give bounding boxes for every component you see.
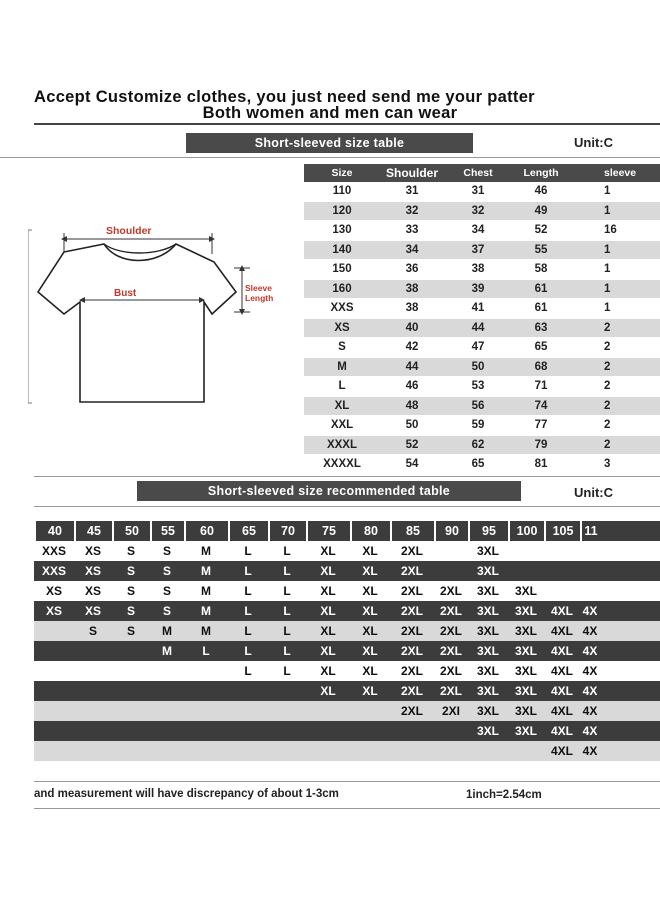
size-table-cell: 2: [604, 321, 611, 334]
size-table-cell: 1: [604, 263, 611, 276]
divider: [34, 506, 660, 507]
recommend-table-cell: S: [88, 624, 97, 638]
recommend-table-cell: 2XL: [400, 644, 423, 658]
size-table-cell: 31: [471, 185, 485, 198]
size-table-cell: 2: [604, 419, 611, 432]
size-table-title: Short-sleeved size table: [186, 133, 473, 153]
recommend-table-cell: 4XL: [550, 684, 573, 698]
size-table-cell: 44: [405, 360, 419, 373]
recommend-table-cell: 4X: [582, 604, 598, 618]
size-table-cell: 52: [534, 224, 548, 237]
recommend-table-cell: 3XL: [514, 724, 537, 738]
divider: [34, 808, 660, 809]
recommend-table-cell: 3XL: [514, 684, 537, 698]
recommend-table-cell: M: [201, 564, 211, 578]
size-table-cell: 56: [471, 399, 485, 412]
weight-column-header: 100: [508, 521, 544, 541]
size-table-cell: 79: [534, 438, 548, 451]
divider: [34, 781, 660, 782]
recommend-table-cell: 4XL: [550, 644, 573, 658]
size-table-row: [304, 397, 660, 417]
size-table-cell: 46: [534, 185, 548, 198]
size-table-cell: 61: [534, 282, 548, 295]
recommend-table-cell: XL: [320, 544, 336, 558]
size-table-cell: XXXXL: [323, 458, 361, 471]
size-table-cell: 110: [332, 185, 352, 198]
recommend-table-cell: S: [162, 564, 171, 578]
divider: [34, 476, 660, 477]
size-table-cell: 160: [332, 282, 352, 295]
recommend-table-row: [34, 721, 660, 741]
recommend-table-row: [34, 641, 660, 661]
size-table-cell: 58: [534, 263, 548, 276]
recommend-table-cell: XS: [45, 584, 62, 598]
shoulder-label: Shoulder: [106, 225, 152, 237]
recommend-table-cell: S: [162, 584, 171, 598]
recommend-table-cell: XL: [362, 664, 378, 678]
recommend-table-cell: 2XL: [400, 604, 423, 618]
size-table-cell: 63: [534, 321, 548, 334]
recommend-table-cell: L: [244, 544, 252, 558]
recommend-table-cell: L: [283, 584, 291, 598]
size-table-cell: 52: [405, 438, 419, 451]
recommend-table-row: [34, 581, 660, 601]
size-table-cell: 49: [534, 204, 548, 217]
recommend-table-header: [34, 521, 660, 541]
recommend-table-cell: 4X: [582, 684, 598, 698]
recommend-table-cell: 2XL: [439, 584, 462, 598]
recommend-table-cell: 2XL: [439, 604, 462, 618]
size-table-cell: 71: [534, 380, 548, 393]
weight-column-header: 80: [350, 521, 390, 541]
weight-column-header: 45: [74, 521, 112, 541]
recommend-table-row: [34, 661, 660, 681]
recommend-table-row: [34, 621, 660, 641]
size-table-row: [304, 436, 660, 456]
size-table-cell: 2: [604, 360, 611, 373]
weight-column-header: 65: [228, 521, 268, 541]
recommend-table-cell: M: [201, 604, 211, 618]
recommend-table-cell: L: [283, 664, 291, 678]
size-table-cell: 38: [405, 282, 419, 295]
size-table-cell: 33: [405, 224, 419, 237]
recommend-table-cell: 3XL: [476, 584, 499, 598]
size-table-cell: 2: [604, 399, 611, 412]
tshirt-outline: [38, 244, 236, 402]
header-line-2: Both women and men can wear: [202, 104, 458, 122]
recommend-table-cell: XL: [320, 684, 336, 698]
recommend-table-cell: 4XL: [550, 624, 573, 638]
size-table-row: [304, 416, 660, 436]
size-table-cell: 47: [471, 341, 485, 354]
size-table-row: [304, 221, 660, 241]
size-table-cell: 2: [604, 438, 611, 451]
recommend-table-cell: 3XL: [476, 664, 499, 678]
recommend-table-row: [34, 561, 660, 581]
size-table-cell: 41: [471, 302, 485, 315]
sleeve-length-label: Sleeve Length: [245, 283, 274, 303]
size-table-cell: 50: [405, 419, 419, 432]
size-table-row: [304, 319, 660, 339]
recommend-table-cell: XL: [362, 644, 378, 658]
recommend-table-cell: XXS: [41, 564, 66, 578]
recommend-table-cell: S: [126, 584, 135, 598]
size-table-cell: 16: [604, 224, 617, 237]
size-table-cell: XXXL: [326, 438, 358, 451]
recommend-table-cell: L: [283, 624, 291, 638]
size-table-cell: 2: [604, 380, 611, 393]
size-table-cell: 34: [405, 243, 419, 256]
recommend-table-cell: 2XL: [439, 644, 462, 658]
footer-note: and measurement will have discrepancy of about 1-3cm: [34, 788, 339, 800]
column-header: Size: [331, 167, 353, 179]
recommend-table-row: [34, 701, 660, 721]
weight-column-header: 70: [268, 521, 306, 541]
recommend-table-cell: M: [201, 624, 211, 638]
weight-column-header: 85: [390, 521, 434, 541]
recommend-table-cell: L: [244, 564, 252, 578]
size-table-row: [304, 358, 660, 378]
recommend-table-cell: 4X: [582, 664, 598, 678]
recommend-table-cell: XL: [320, 584, 336, 598]
recommend-table-cell: XL: [320, 624, 336, 638]
size-table-cell: 55: [534, 243, 548, 256]
size-table-cell: 81: [534, 458, 548, 471]
recommend-table-cell: L: [244, 624, 252, 638]
size-table-row: [304, 377, 660, 397]
size-table-cell: 74: [534, 399, 548, 412]
recommend-table-cell: 4XL: [550, 664, 573, 678]
size-table-cell: 3: [604, 458, 611, 471]
column-header: Chest: [463, 167, 493, 179]
bust-label: Bust: [114, 288, 137, 299]
recommend-table-cell: L: [202, 644, 210, 658]
size-table: [304, 164, 660, 475]
recommend-table-cell: 4XL: [550, 704, 573, 718]
recommend-table-cell: L: [283, 604, 291, 618]
size-table-cell: 68: [534, 360, 548, 373]
size-table-cell: 140: [332, 243, 352, 256]
size-table-cell: S: [338, 341, 346, 354]
recommend-table-cell: XL: [320, 564, 336, 578]
size-table-cell: 1: [604, 302, 611, 315]
size-table-cell: 150: [332, 263, 352, 276]
size-table-row: [304, 299, 660, 319]
size-table-cell: 130: [332, 224, 352, 237]
recommend-table-cell: XS: [45, 604, 62, 618]
recommend-table-cell: 3XL: [514, 624, 537, 638]
size-table-cell: M: [337, 360, 347, 373]
recommend-table-cell: 3XL: [476, 704, 499, 718]
size-table-cell: XXS: [330, 302, 354, 315]
recommend-table-cell: 4XL: [550, 604, 573, 618]
size-table-row: [304, 202, 660, 222]
size-table-cell: 32: [405, 204, 419, 217]
size-table-row: [304, 280, 660, 300]
recommend-table-cell: M: [201, 584, 211, 598]
recommend-table-cell: XL: [362, 584, 378, 598]
recommend-table-cell: S: [126, 624, 135, 638]
recommend-table-cell: 3XL: [476, 624, 499, 638]
recommend-table-row: [34, 741, 660, 761]
size-table-cell: 59: [471, 419, 485, 432]
weight-column-header: 55: [150, 521, 184, 541]
recommend-table-cell: 3XL: [514, 644, 537, 658]
recommend-table-cell: M: [162, 624, 172, 638]
recommend-table-cell: S: [162, 544, 171, 558]
recommend-table-cell: 3XL: [476, 604, 499, 618]
footer-conversion: 1inch=2.54cm: [466, 789, 542, 801]
column-header: sleeve: [604, 167, 637, 179]
recommend-table-cell: 4X: [582, 724, 598, 738]
recommend-table-cell: 2XL: [400, 544, 423, 558]
tshirt-diagram: [28, 222, 298, 412]
weight-column-header: 60: [184, 521, 228, 541]
recommend-table-cell: 3XL: [514, 704, 537, 718]
recommend-table-cell: L: [244, 644, 252, 658]
recommend-table-row: [34, 541, 660, 561]
recommend-table-cell: 2XL: [400, 664, 423, 678]
recommend-table-cell: XL: [362, 604, 378, 618]
size-table-cell: 53: [471, 380, 485, 393]
size-table-cell: XXL: [330, 419, 354, 432]
recommend-table-cell: 2XL: [400, 564, 423, 578]
recommend-table-cell: XS: [84, 564, 101, 578]
recommend-table-cell: XXS: [41, 544, 66, 558]
recommend-table-cell: 3XL: [476, 644, 499, 658]
size-table-cell: 32: [471, 204, 485, 217]
recommend-table-cell: L: [244, 664, 252, 678]
size-table-cell: 1: [604, 243, 611, 256]
size-table-cell: 65: [471, 458, 485, 471]
recommend-table-cell: 4X: [582, 644, 598, 658]
recommend-table-body: [34, 541, 660, 761]
size-table-header: [304, 164, 660, 182]
size-table-cell: 36: [405, 263, 419, 276]
recommend-table-cell: 3XL: [476, 544, 499, 558]
size-table-unit: Unit:C: [574, 135, 613, 150]
recommend-table-cell: XL: [362, 684, 378, 698]
recommend-table-cell: 2XL: [400, 624, 423, 638]
size-table-cell: 61: [534, 302, 548, 315]
size-table-row: [304, 260, 660, 280]
recommend-table-cell: 4X: [582, 744, 598, 758]
recommend-table-cell: S: [162, 604, 171, 618]
divider: [34, 123, 660, 125]
size-table-cell: 46: [405, 380, 419, 393]
recommend-table-cell: 4X: [582, 624, 598, 638]
size-table-cell: 38: [405, 302, 419, 315]
column-header: Length: [523, 167, 559, 179]
size-table-cell: 40: [405, 321, 419, 334]
recommend-table-cell: 2XL: [439, 684, 462, 698]
size-table-cell: 38: [471, 263, 485, 276]
size-table-cell: 77: [534, 419, 548, 432]
size-table-cell: 37: [471, 243, 485, 256]
recommend-table-cell: XS: [84, 544, 101, 558]
size-table-cell: 34: [471, 224, 485, 237]
size-table-cell: 62: [471, 438, 485, 451]
recommend-table-cell: 3XL: [476, 684, 499, 698]
recommend-table-row: [34, 681, 660, 701]
recommend-table: [34, 521, 660, 761]
recommend-table-cell: L: [283, 644, 291, 658]
size-table-cell: L: [338, 380, 346, 393]
recommend-table-cell: XL: [320, 664, 336, 678]
weight-column-header: 95: [468, 521, 508, 541]
size-table-cell: 31: [405, 185, 419, 198]
recommend-table-cell: 4XL: [550, 744, 573, 758]
recommend-table-cell: XS: [84, 604, 101, 618]
size-table-cell: 120: [332, 204, 352, 217]
recommend-table-cell: 3XL: [514, 604, 537, 618]
size-table-row: [304, 182, 660, 202]
recommend-table-cell: L: [244, 584, 252, 598]
recommend-table-unit: Unit:C: [574, 485, 613, 500]
recommend-table-cell: XL: [362, 564, 378, 578]
recommend-table-cell: M: [201, 544, 211, 558]
weight-column-header: 105: [544, 521, 580, 541]
header-line-1: Accept Customize clothes, you just need send me your patter: [34, 88, 535, 106]
size-table-cell: 39: [471, 282, 485, 295]
size-table-cell: 54: [405, 458, 419, 471]
weight-column-header: 40: [34, 521, 74, 541]
recommend-table-cell: XL: [362, 624, 378, 638]
recommend-table-cell: S: [126, 544, 135, 558]
recommend-table-row: [34, 601, 660, 621]
recommend-table-cell: S: [126, 604, 135, 618]
recommend-table-title: Short-sleeved size recommended table: [137, 481, 521, 501]
divider: [0, 157, 660, 158]
recommend-table-cell: 3XL: [514, 664, 537, 678]
recommend-table-cell: 2XL: [439, 664, 462, 678]
recommend-table-cell: XS: [84, 584, 101, 598]
recommend-table-cell: S: [126, 564, 135, 578]
recommend-table-cell: XL: [320, 604, 336, 618]
weight-column-header: 90: [434, 521, 468, 541]
recommend-table-cell: 3XL: [476, 564, 499, 578]
recommend-table-cell: 2XL: [400, 584, 423, 598]
size-table-row: [304, 455, 660, 475]
recommend-table-cell: 2XL: [400, 704, 423, 718]
size-table-cell: 1: [604, 185, 611, 198]
recommend-table-cell: L: [283, 544, 291, 558]
size-table-cell: 2: [604, 341, 611, 354]
column-header: Shoulder: [385, 166, 438, 180]
weight-column-header: 50: [112, 521, 150, 541]
size-table-row: [304, 241, 660, 261]
weight-column-header: 11: [580, 521, 600, 541]
recommend-table-cell: 4X: [582, 704, 598, 718]
size-table-cell: XS: [334, 321, 350, 334]
recommend-table-cell: L: [283, 564, 291, 578]
recommend-table-cell: 3XL: [476, 724, 499, 738]
recommend-table-cell: XL: [362, 544, 378, 558]
size-table-row: [304, 338, 660, 358]
size-table-cell: 44: [471, 321, 485, 334]
size-table-cell: 42: [405, 341, 419, 354]
size-table-body: [304, 182, 660, 475]
recommend-table-cell: XL: [320, 644, 336, 658]
size-table-cell: 65: [534, 341, 548, 354]
recommend-table-cell: 3XL: [514, 584, 537, 598]
size-table-cell: XL: [334, 399, 350, 412]
recommend-table-cell: 2XI: [441, 704, 460, 718]
weight-column-header: 75: [306, 521, 350, 541]
recommend-table-cell: 2XL: [400, 684, 423, 698]
recommend-table-cell: L: [244, 604, 252, 618]
size-table-cell: 48: [405, 399, 419, 412]
recommend-table-cell: 4XL: [550, 724, 573, 738]
size-table-cell: 1: [604, 282, 611, 295]
size-table-cell: 50: [471, 360, 485, 373]
recommend-table-cell: M: [162, 644, 172, 658]
size-table-cell: 1: [604, 204, 611, 217]
recommend-table-cell: 2XL: [439, 624, 462, 638]
